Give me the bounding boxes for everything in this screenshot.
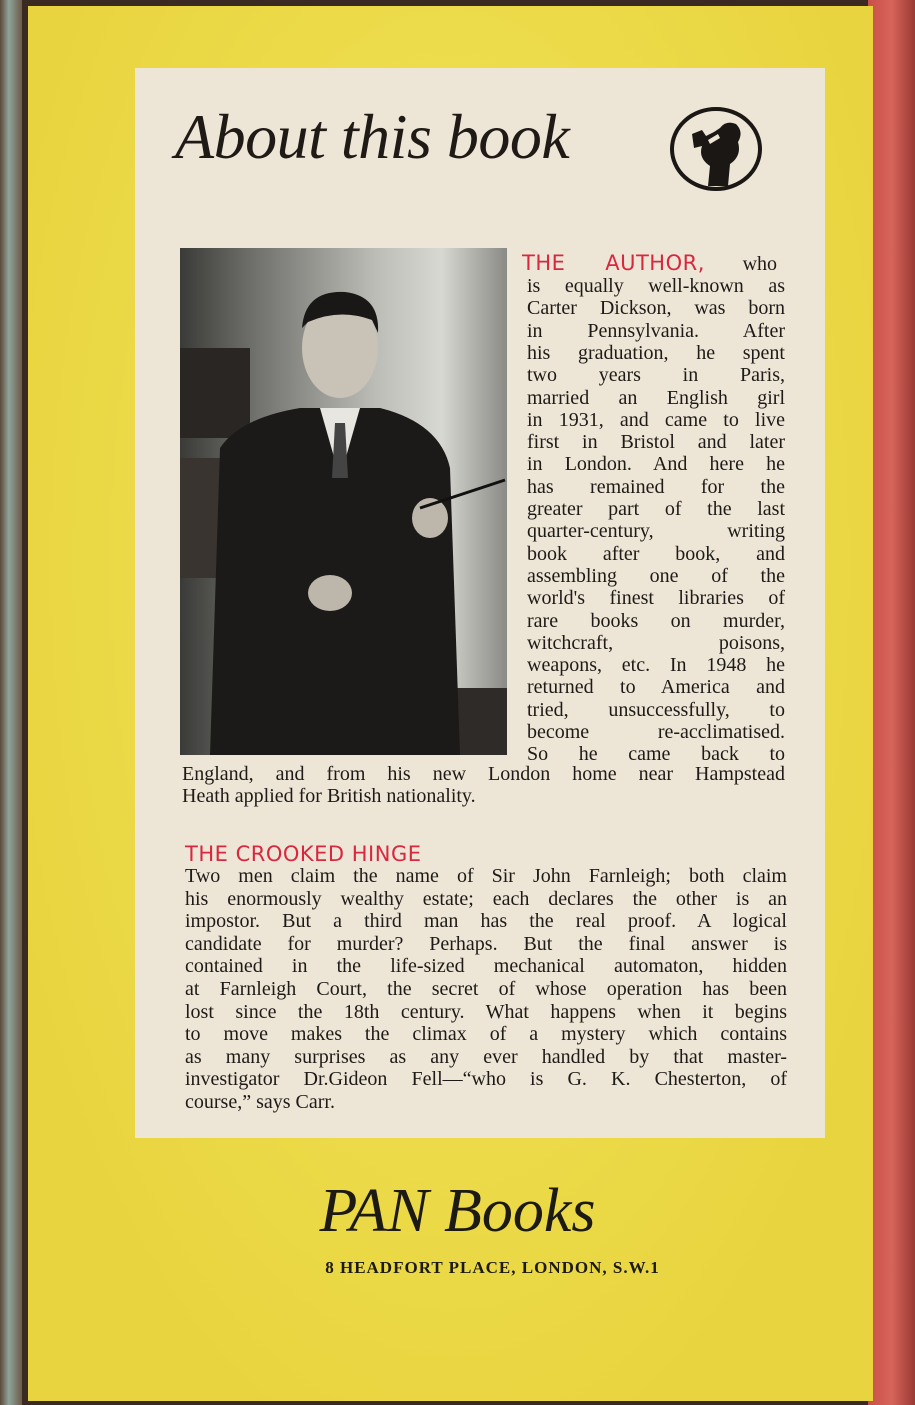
book-text-line: contained in the life-sized mechanical automaton, hidden xyxy=(185,955,787,978)
book-text-line: Two men claim the name of Sir John Farnleigh; both claim xyxy=(185,865,787,887)
author-text-line: assembling one of the xyxy=(527,564,785,587)
book-text-line: investigator Dr.Gideon Fell—“who is G. K. Chesterton, of xyxy=(185,1068,787,1091)
author-text-line: in Pennsylvania. After xyxy=(527,319,785,342)
book-text-line: candidate for murder? Perhaps. But the final answer is xyxy=(185,932,787,955)
author-photo xyxy=(180,248,507,755)
author-text-line: greater part of the last xyxy=(527,498,785,520)
author-text-line: rare books on murder, xyxy=(527,609,785,632)
book-text-line: his enormously wealthy estate; each declares the other is an xyxy=(185,887,787,910)
author-text-line: weapons, etc. In 1948 he xyxy=(527,654,785,677)
page-title: About this book xyxy=(175,101,570,172)
book-text-line: impostor. But a third man has the real proof. A logical xyxy=(185,910,787,933)
author-text-line: in 1931, and came to live xyxy=(527,408,785,431)
book-heading: THE CROOKED HINGE xyxy=(185,842,422,866)
author-text-line: So he came back to xyxy=(527,743,785,766)
author-text-line: married an English girl xyxy=(527,386,785,409)
author-text-line: tried, unsuccessfully, to xyxy=(527,698,785,721)
author-text-line: returned to America and xyxy=(527,676,785,699)
pan-piper-logo-icon xyxy=(668,106,764,192)
author-text-line: two years in Paris, xyxy=(527,364,785,387)
author-text-line: Carter Dickson, was born xyxy=(527,297,785,320)
book-text-line: at Farnleigh Court, the secret of whose operation has been xyxy=(185,978,787,1000)
author-first-line: THE AUTHOR, who xyxy=(522,251,778,275)
author-text-line: in London. And here he xyxy=(527,453,785,476)
book-text-line: lost since the 18th century. What happens when it begins xyxy=(185,1000,787,1023)
author-text-line: become re-acclimatised. xyxy=(527,721,785,743)
book-text-line: course,” says Carr. xyxy=(185,1091,335,1113)
author-text-line: quarter-century, writing xyxy=(527,520,785,543)
book-text-line: to move makes the climax of a mystery which contains xyxy=(185,1023,787,1046)
author-text-line: witchcraft, poisons, xyxy=(527,631,785,654)
author-text-line: Heath applied for British nationality. xyxy=(182,785,476,808)
author-text-line: book after book, and xyxy=(527,542,785,565)
author-text-line: his graduation, he spent xyxy=(527,341,785,364)
author-text-line: England, and from his new London home near Hampstead xyxy=(182,763,785,785)
author-text-line: first in Bristol and later xyxy=(527,431,785,454)
book-text-line: as many surprises as any ever handled by that master- xyxy=(185,1045,787,1068)
author-text-line: world's finest libraries of xyxy=(527,587,785,610)
publisher-name: PAN Books xyxy=(319,1177,596,1245)
publisher-address: 8 HEADFORT PLACE, LONDON, S.W.1 xyxy=(325,1258,660,1277)
author-text-line: has remained for the xyxy=(527,475,785,498)
author-heading: THE AUTHOR, xyxy=(522,251,705,275)
author-text-line: is equally well-known as xyxy=(527,275,785,297)
